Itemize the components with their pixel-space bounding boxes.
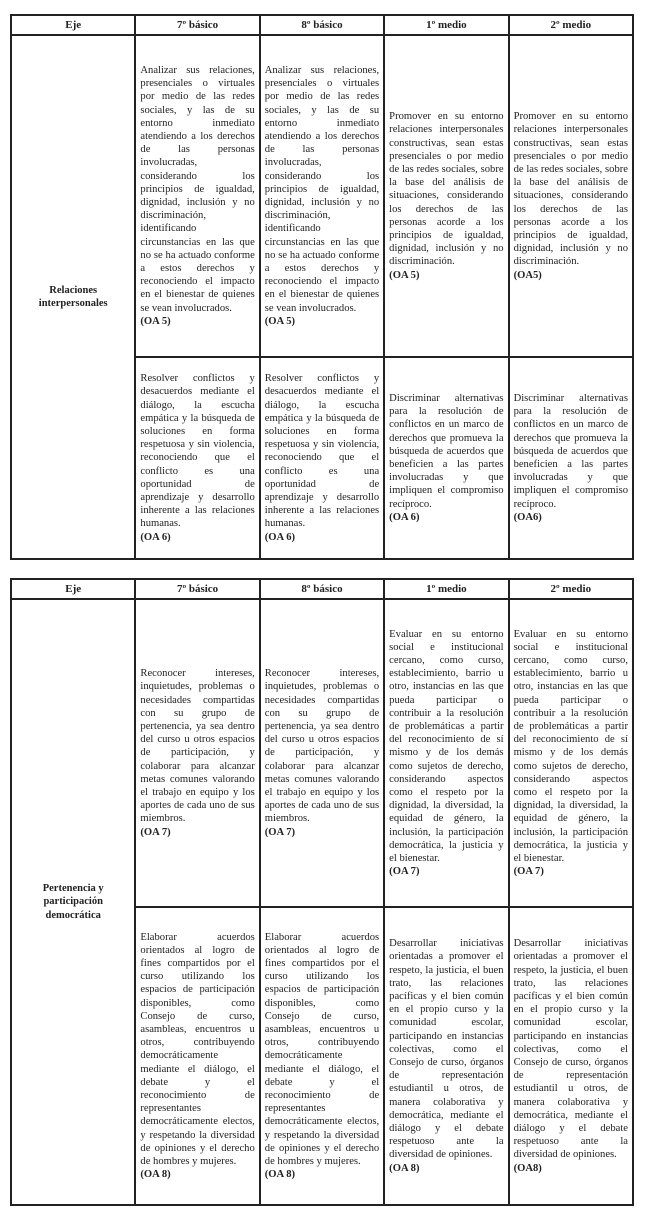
column-header: 7º básico	[135, 579, 259, 599]
objective-cell	[260, 599, 384, 907]
oa-code: (OA 7)	[513, 866, 544, 878]
objective-text: Analizar sus relaciones, presenciales o virtuales por medio de las redes sociales, y las de su entorno inmediato atendiendo a los derechos de las personas involucradas, considerando los principios de igualdad, dignidad, inclusión y no discriminación, identificando circunstancias en las que no se ha actuado conforme a estos derechos y reconociendo el impacto en el bienestar de quienes se vean involucrados.	[264, 64, 380, 314]
objective-text: Evaluar en su entorno social e institucional cercano, como curso, establecimiento, barrio u otro, instancias en las que pueda participar o contribuir a la resolución de problemáticas a partir del reconocimiento de sí mismo y de los demás como sujetos de derecho, considerando aspectos como el respeto por la dignidad, la diversidad, la equidad de género, la inclusión, la participación democrática, la justicia y el bienestar.	[389, 628, 504, 865]
objective-cell	[135, 357, 259, 559]
oa-code: (OA8)	[513, 1162, 542, 1174]
column-header: Eje	[11, 579, 135, 599]
objective-text: Promover en su entorno relaciones interpersonales constructivas, sean estas presenciales o por medio de las redes sociales, sobre la base del análisis de situaciones, considerando los derechos de las personas acorde a los principios de igualdad, dignidad, inclusión y no discriminación.	[389, 111, 504, 268]
objective-text: Elaborar acuerdos orientados al logro de fines compartidos por el curso utilizando los espacios de participación disponibles, como Consejo de curso, asambleas, encuentros u otros, contribuyendo democráticamente mediante el diálogo, el debate y el reconocimiento de representantes democráticamente electos, y respetando la diversidad de opiniones y el derecho de hombres y mujeres.	[140, 931, 255, 1168]
oa-code: (OA 8)	[264, 1169, 296, 1181]
column-header: 8º básico	[260, 579, 384, 599]
objective-cell	[509, 357, 633, 559]
objective-cell	[260, 907, 384, 1205]
objective-cell	[135, 35, 259, 357]
oa-code: (OA 6)	[389, 511, 420, 523]
oa-code: (OA 7)	[389, 866, 420, 878]
objective-text: Discriminar alternativas para la resolución de conflictos en un marco de derechos que promueva la búsqueda de acuerdos que beneficien a las partes involucradas y que impliquen el compromiso recíproco.	[513, 392, 628, 510]
column-header: 7º básico	[135, 15, 259, 35]
oa-code: (OA 7)	[140, 826, 171, 838]
table-row	[11, 35, 633, 357]
objective-cell	[135, 907, 259, 1205]
objective-text: Discriminar alternativas para la resolución de conflictos en un marco de derechos que promueva la búsqueda de acuerdos que beneficien a las partes involucradas y que impliquen el compromiso recíproco.	[389, 392, 504, 510]
oa-code: (OA 5)	[389, 269, 420, 281]
objective-cell	[384, 357, 508, 559]
eje-cell: Relaciones interpersonales	[11, 35, 135, 559]
objective-cell	[135, 599, 259, 907]
column-header: 2º medio	[509, 15, 633, 35]
objective-text: Desarrollar iniciativas orientadas a promover el respeto, la justicia, el buen trato, las relaciones pacíficas y el bien común en el propio curso y la comunidad escolar, participando en instancias colectivas, como el Consejo de curso, órganos de representación estudiantil u otros, de manera colaborativa y democrática, mediante el diálogo y el debate respetuoso ante la diversidad de opiniones.	[513, 938, 628, 1161]
eje-cell: Pertenencia y participación democrática	[11, 599, 135, 1205]
objective-cell	[509, 35, 633, 357]
objective-text: Analizar sus relaciones, presenciales o virtuales por medio de las redes sociales, y las de su entorno inmediato atendiendo a los derechos de las personas involucradas, considerando los principios de igualdad, dignidad, inclusión y no discriminación, identificando circunstancias en las que no se ha actuado conforme a estos derechos y reconociendo el impacto en el bienestar de quienes se vean involucrados.	[140, 64, 255, 314]
objective-cell	[260, 357, 384, 559]
column-header: Eje	[11, 15, 135, 35]
oa-code: (OA 6)	[264, 531, 296, 543]
objective-text: Desarrollar iniciativas orientadas a promover el respeto, la justicia, el buen trato, las relaciones pacíficas y el bien común en el propio curso y la comunidad escolar, participando en instancias colectivas, como el Consejo de curso, órganos de representación estudiantil u otros, de manera colaborativa y democrática, mediante el diálogo y el debate respetuoso ante la diversidad de opiniones.	[389, 938, 504, 1161]
table-pertenencia-participacion	[10, 578, 634, 1206]
header-row	[11, 579, 633, 599]
column-header: 8º básico	[260, 15, 384, 35]
oa-code: (OA 6)	[140, 531, 171, 543]
objective-text: Elaborar acuerdos orientados al logro de fines compartidos por el curso utilizando los espacios de participación disponibles, como Consejo de curso, asambleas, encuentros u otros, contribuyendo democráticamente mediante el diálogo, el debate y el reconocimiento de representantes democráticamente electos, y respetando la diversidad de opiniones y el derecho de hombres y mujeres.	[264, 931, 380, 1168]
objective-text: Evaluar en su entorno social e institucional cercano, como curso, establecimiento, barrio u otro, instancias en las que pueda participar o contribuir a la resolución de problemáticas a partir del reconocimiento de sí mismo y de los demás como sujetos de derecho, considerando aspectos como el respeto por la dignidad, la diversidad, la equidad de género, la inclusión, la participación democrática, la justicia y el bienestar.	[513, 628, 628, 865]
objective-text: Reconocer intereses, inquietudes, problemas o necesidades compartidas con su grupo de pertenencia, ya sea dentro del curso u otros espacios de participación, y colaborar para alcanzar metas comunes valorando el trabajo en equipo y los aportes de cada uno de sus miembros.	[264, 668, 380, 825]
oa-code: (OA 8)	[140, 1169, 171, 1181]
column-header: 2º medio	[509, 579, 633, 599]
objective-cell	[509, 907, 633, 1205]
objective-cell	[260, 35, 384, 357]
oa-code: (OA6)	[513, 511, 542, 523]
oa-code: (OA5)	[513, 269, 542, 281]
oa-code: (OA 5)	[140, 315, 171, 327]
oa-code: (OA 8)	[389, 1162, 420, 1174]
oa-code: (OA 5)	[264, 315, 296, 327]
header-row	[11, 15, 633, 35]
objective-cell	[509, 599, 633, 907]
oa-code: (OA 7)	[264, 826, 296, 838]
column-header: 1º medio	[384, 579, 508, 599]
objective-text: Resolver conflictos y desacuerdos mediante el diálogo, la escucha empática y la búsqueda de soluciones en forma respetuosa y sin violencia, reconociendo que el conflicto es una oportunidad de aprendizaje y desarrollo inherente a las relaciones humanas.	[264, 373, 380, 530]
objective-text: Resolver conflictos y desacuerdos mediante el diálogo, la escucha empática y la búsqueda de soluciones en forma respetuosa y sin violencia, reconociendo que el conflicto es una oportunidad de aprendizaje y desarrollo inherente a las relaciones humanas.	[140, 373, 255, 530]
table-row	[11, 599, 633, 907]
objective-text: Promover en su entorno relaciones interpersonales constructivas, sean estas presenciales o por medio de las redes sociales, sobre la base del análisis de situaciones, considerando los derechos de las personas acorde a los principios de igualdad, dignidad, inclusión y no discriminación.	[513, 111, 628, 268]
column-header: 1º medio	[384, 15, 508, 35]
table-relaciones-interpersonales	[10, 14, 634, 560]
objective-cell	[384, 907, 508, 1205]
objective-cell	[384, 599, 508, 907]
objective-text: Reconocer intereses, inquietudes, problemas o necesidades compartidas con su grupo de pertenencia, ya sea dentro del curso u otros espacios de participación, y colaborar para alcanzar metas comunes valorando el trabajo en equipo y los aportes de cada uno de sus miembros.	[140, 668, 255, 825]
objective-cell	[384, 35, 508, 357]
